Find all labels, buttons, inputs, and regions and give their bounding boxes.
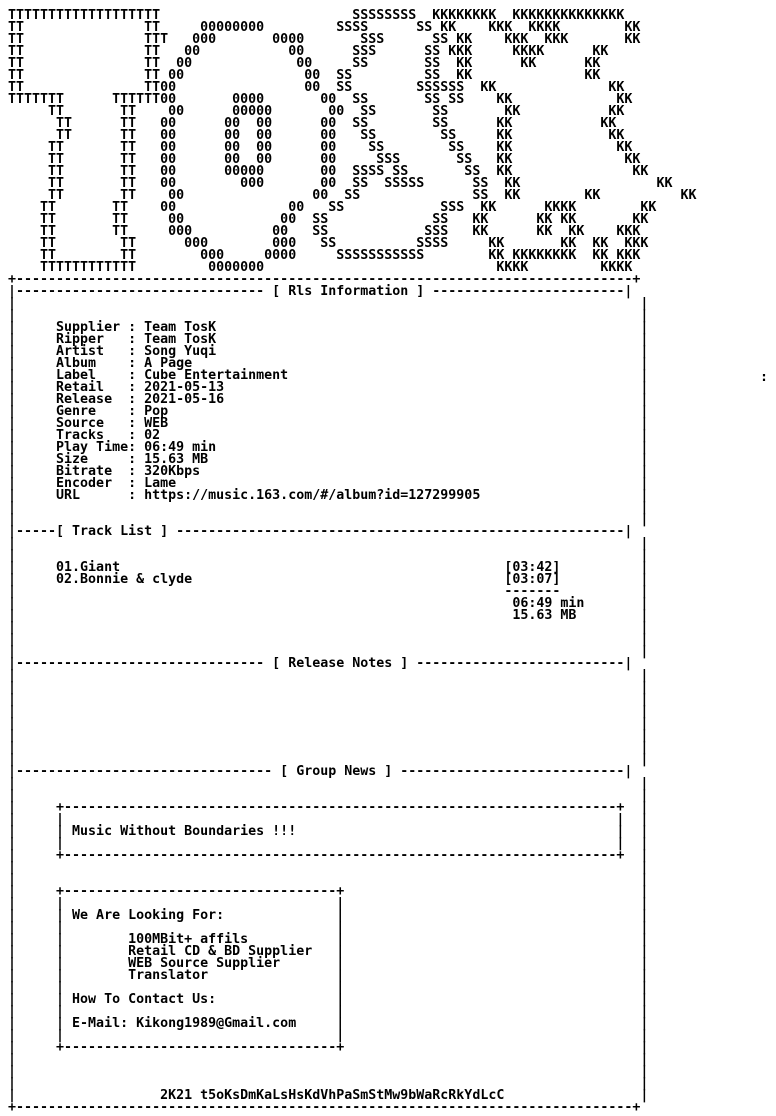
rls-row-2: | Artist : Song Yuqi | — [8, 344, 649, 359]
rls-row-3: | Album : A Page | — [8, 356, 649, 371]
banner-line: TT TT 000 0000 SSSSSSSSSSS KK KKKKKKKK KK KKK — [8, 248, 641, 263]
looking-item-2: | | WEB Source Supplier | | — [8, 956, 649, 971]
rls-row-5: | Retail : 2021-05-13 | — [8, 380, 649, 395]
contact-email: | | E-Mail: Kikong1989@Gmail.com | | — [8, 1016, 649, 1031]
blank-line: | | — [8, 548, 649, 563]
banner-line: TT TT 00 00 SS SSS KK KKKK KK — [8, 200, 657, 215]
banner-line: TT TT 00 00000 00 SS SS KK KK — [8, 104, 625, 119]
blank-line: | | — [8, 692, 649, 707]
rls-row-0: | Supplier : Team TosK | — [8, 320, 649, 335]
contact-heading: | | How To Contact Us: | | — [8, 992, 649, 1007]
blank-line: | | — [8, 872, 649, 887]
banner-line: TT TT 000 000 SS SSSS KK KK KK KKK — [8, 236, 649, 251]
rls-row-6: | Release : 2021-05-16 | — [8, 392, 649, 407]
blank-line: | | — [8, 752, 649, 767]
banner-line: TT TT 00 00 SS SS KK KK — [8, 68, 601, 83]
banner-line: TT TT 000 00 SS SSS KK KK KK KKK — [8, 224, 641, 239]
looking-box-pad: | | | | — [8, 980, 649, 995]
footer-signature: | 2K21 t5oKsDmKaLsHsKdVhPaSmStMw9bWaRcRkYdLcC | — [8, 1088, 649, 1103]
banner-line: TTTTTTTTTTTTTTTTTTT SSSSSSSS KKKKKKKK KKKKKKKKKKKKKK — [8, 8, 625, 23]
blank-line: | | — [8, 644, 649, 659]
looking-box-pad: | | | | — [8, 920, 649, 935]
motto-text: | | Music Without Boundaries !!! | | — [8, 824, 649, 839]
blank-line: | | — [8, 1064, 649, 1079]
track-row-0: | 01.Giant [03:42] | — [8, 560, 649, 575]
looking-item-3: | | Translator | | — [8, 968, 649, 983]
blank-line: | | — [8, 1052, 649, 1067]
section-release-notes: |------------------------------- [ Release Notes ] --------------------------| — [8, 656, 633, 671]
motto-box-pad: | | | | — [8, 836, 649, 851]
looking-item-1: | | Retail CD & BD Supplier | | — [8, 944, 649, 959]
looking-item-0: | | 100MBit+ affils | | — [8, 932, 649, 947]
frame-bottom: +-----------------------------------------------------------------------------+ — [8, 1100, 641, 1115]
nfo-document — [8, 10, 696, 1114]
blank-line: | | — [8, 296, 649, 311]
blank-line: | | — [8, 620, 649, 635]
totals-size: | 15.63 MB | — [8, 608, 649, 623]
blank-line: | | — [8, 776, 649, 791]
rls-row-1: | Ripper : Team TosK | — [8, 332, 649, 347]
blank-line: | | — [8, 788, 649, 803]
looking-heading: | | We Are Looking For: | | — [8, 908, 649, 923]
rls-row-8: | Source : WEB | — [8, 416, 649, 431]
banner-line: TT TT 00 00 00 00 SS SS KK KK — [8, 140, 633, 155]
looking-box-pad: | | | | — [8, 896, 649, 911]
section-rls-info: |------------------------------- [ Rls Information ] ------------------------| — [8, 284, 633, 299]
motto-box-top: | +---------------------------------------------------------------------+ | — [8, 800, 649, 815]
blank-line: | | — [8, 536, 649, 551]
blank-line: | | — [8, 308, 649, 323]
banner-line: TT TT 00 000 00 SS SSSSS SS KK KK — [8, 176, 673, 191]
looking-box-bottom: | +----------------------------------+ | — [8, 1040, 649, 1055]
frame-top: +-----------------------------------------------------------------------------+ — [8, 272, 641, 287]
blank-line: | | — [8, 860, 649, 875]
totals-time: | 06:49 min | — [8, 596, 649, 611]
banner-line: TTTTTTTTTTTT 0000000 KKKK KKKK — [8, 260, 633, 275]
blank-line: | | — [8, 632, 649, 647]
banner-line: TT TT 00 00 SSS SS KKK KKKK KK — [8, 44, 609, 59]
track-row-1: | 02.Bonnie & clyde [03:07] | — [8, 572, 649, 587]
blank-line: | | — [8, 668, 649, 683]
looking-box-top: | +----------------------------------+ | — [8, 884, 649, 899]
banner-line: TT TT 00 00 00 00 SSS SS KK KK — [8, 152, 641, 167]
blank-line: | | — [8, 716, 649, 731]
banner-line: TT TTT 000 0000 SSS SS KK KKK KKK KK — [8, 32, 641, 47]
looking-box-pad: | | | | — [8, 1004, 649, 1019]
blank-line: | | — [8, 500, 649, 515]
banner-line: TT TT 00 00 00 00 SS SS KK KK — [8, 128, 625, 143]
banner-line: TT TT 00 00 SS SS KK KK KK — [8, 56, 601, 71]
rls-row-13: | Encoder : Lame | — [8, 476, 649, 491]
totals-rule: | ------- | — [8, 584, 649, 599]
banner-line: TT TT 00 00000 00 SSSS SS SS KK KK — [8, 164, 649, 179]
banner-line: TT TT 00 00 SS SS KK KK KK KK — [8, 212, 649, 227]
rls-row-14: | URL : https://music.163.com/#/album?id=127299905 | — [8, 488, 649, 503]
banner-line: TTTTTTT TTTTTT00 0000 00 SS SS SS KK KK — [8, 92, 633, 107]
banner-line: TT TT 00 00 SS SS KK KK KK — [8, 188, 697, 203]
motto-box-pad: | | | | — [8, 812, 649, 827]
rls-row-9: | Tracks : 02 | — [8, 428, 649, 443]
rls-row-10: | Play Time: 06:49 min | — [8, 440, 649, 455]
blank-line: | | — [8, 1076, 649, 1091]
rls-row-7: | Genre : Pop | — [8, 404, 649, 419]
blank-line: | | — [8, 512, 649, 527]
banner-line: TT TT 00 00 00 00 SS SS KK KK — [8, 116, 617, 131]
rls-row-12: | Bitrate : 320Kbps | — [8, 464, 649, 479]
motto-box-bottom: | +---------------------------------------------------------------------+ | — [8, 848, 649, 863]
banner-line: TT TT 00000000 SSSS SS KK KKK KKKK KK — [8, 20, 641, 35]
rls-row-4: | Label : Cube Entertainment | — [8, 368, 649, 383]
section-track-list: |-----[ Track List ] --------------------------------------------------------| — [8, 524, 633, 539]
section-group-news: |-------------------------------- [ Group News ] ----------------------------| — [8, 764, 633, 779]
banner-line: TT TT00 00 SS SSSSSS KK KK — [8, 80, 625, 95]
blank-line: | | — [8, 680, 649, 695]
looking-box-pad: | | | | — [8, 1028, 649, 1043]
stray-mark: : — [760, 370, 769, 385]
blank-line: | | — [8, 728, 649, 743]
rls-row-11: | Size : 15.63 MB | — [8, 452, 649, 467]
blank-line: | | — [8, 704, 649, 719]
blank-line: | | — [8, 740, 649, 755]
